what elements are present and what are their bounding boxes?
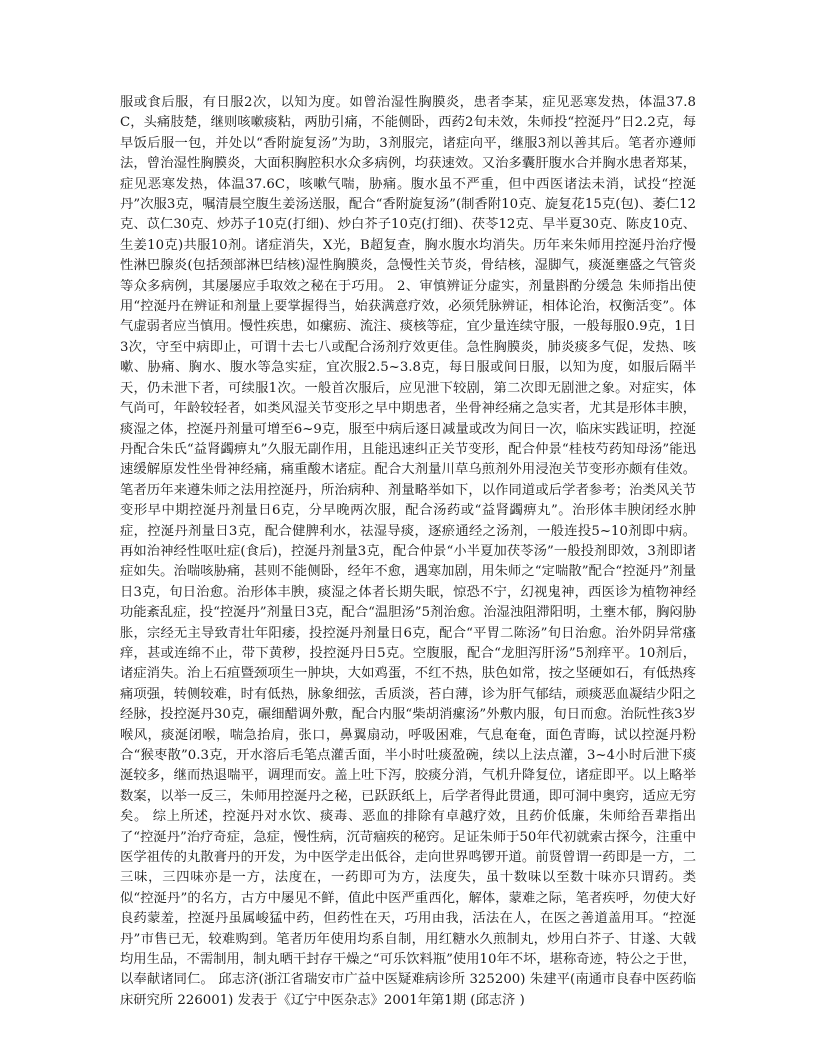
- article-paragraph: 服或食后服，有日服2次，以知为度。如曾治湿性胸膜炎，患者李某，症见恶寒发热，体温37.8C，头痛肢楚，继则咳嗽痰粘，两肋引痛，不能侧卧，西药2旬未效，朱师投“控涎丹”日2.2克，每早饭后服一包，并处以“香附旋复汤”为助，3剂服完，诸症向平，继服3剂以善其后。笔者亦遵师法，曾治湿性胸膜炎，大面积胸腔积水众多病例，均获速效。又治多囊肝腹水合并胸水患者郑某，症见恶寒发热，体温37.6C，咳嗽气喘，胁痛。腹水虽不严重，但中西医诸法未消，试投“控涎丹”次服3克，嘱清晨空腹生姜汤送服，配合“香附旋复汤”(制香附10克、旋复花15克(包)、萎仁12克、苡仁30克、炒苏子10克(打细)、炒白芥子10克(打细)、茯苓12克、旱半夏30克、陈皮10克、生姜10克)共服10剂。诸症消失，X光，B超复查，胸水腹水均消失。历年来朱师用控涎丹治疗慢性淋巴腺炎(包括颈部淋巴结核)湿性胸膜炎，急慢性关节炎，骨结核，湿脚气，痰涎壅盛之气管炎等众多病例，其屡屡应手取效之秘在于巧用。 2、审慎辨证分虚实，剂量斟酌分缓急 朱师指出使用“控涎丹在辨证和剂量上要掌握得当，始获满意疗效，必须凭脉辨证，相体论治，权衡活变”。体气虚弱者应当慎用。慢性疾患，如瘰疬、流注、痰核等症，宜少量连续守服，一般每服0.9克，1日3次，守至中病即止，可谓十去七八或配合汤剂疗效更佳。急性胸膜炎，肺炎痰多气促，发热、咳嗽、胁痛、胸水、腹水等急实症，宜次服2.5~3.8克，每日服或间日服，以知为度，如服后隔半天，仍未泄下者，可续服1次。一般首次服后，应见泄下较剧，第二次即无剧泄之象。对症实，体气尚可，年龄较轻者，如类风湿关节变形之早中期患者，坐骨神经痛之急实者，尤其是形体丰腴，痰湿之体，控涎丹剂量可增至6~9克，服至中病后逐日减量或改为间日一次，临床实践证明，控涎丹配合朱氏“益肾蠲痹丸”久服无副作用，且能迅速纠正关节变形，配合仲景“桂枝芍药知母汤”能迅速缓解原发性坐骨神经痛，痛重酸木诸症。配合大剂量川草乌煎剂外用浸泡关节变形亦颇有佳效。笔者历年来遵朱师之法用控涎丹，所治病种、剂量略举如下，以作同道或后学者参考；治类风关节变形早中期控涎丹剂量日6克，分早晚两次服，配合汤药或“益肾蠲痹丸”。治形体丰腴闭经水肿症，控涎丹剂量日3克，配合健脾利水，祛湿导痰，逐瘀通经之汤剂，一般连投5~10剂即中病。 再如治神经性呕吐症(食后)，控涎丹剂量3克，配合仲景“小半夏加茯苓汤”一般投剂即效，3剂即诸症如失。治喘咳胁痛，甚则不能侧卧，经年不愈，遇寒加剧，用朱师之“定喘散”配合“控涎丹”剂量日3克，旬日治愈。治形体丰腴，痰湿之体者长期失眠，惊恐不宁，幻视鬼神，西医诊为植物神经功能紊乱症，投“控涎丹”剂量日3克，配合“温胆汤”5剂治愈。治湿浊阻滞阳明，土壅木郁，胸闷胁胀，宗经无主导致青壮年阳痿，投控涎丹剂量日6克，配合“平胃二陈汤”旬日治愈。治外阴异常瘙痒，甚或连绵不止，带下黄秽，投控涎丹日5克。空腹服，配合“龙胆泻肝汤”5剂痒平。10剂后，诸症消失。治上石疽暨颈项生一肿块，大如鸡蛋，不红不热，肤色如常，按之坚硬如石，有低热疼痛项强，转侧较难，时有低热，脉象细弦，舌质淡，苔白薄，诊为肝气郁结，顽痰恶血凝结少阳之经脉，投控涎丹30克，碾细醋调外敷，配合内服“柴胡消瘰汤”外敷内服，旬日而愈。治阮性孩3岁喉风，痰涎闭喉，喘急抬肩，张口，鼻翼扇动，呼吸困难，气息奄奄，面色青晦，试以控涎丹粉合“猴枣散”0.3克，开水溶后毛笔点灌舌面，半小时吐痰盈碗，续以上法点灌，3~4小时后泄下痰涎较多，继而热退喘平，调理而安。盖上吐下泻，胶痰分消，气机升降复位，诸症即平。以上略举数案，以举一反三，朱师用控涎丹之秘，已跃跃纸上，后学者得此贯通，即可洞中奥窍，适应无穷矣。 综上所述，控涎丹对水饮、痰毒、恶血的排除有卓越疗效，且药价低廉，朱师给吾辈指出了“控涎丹”治疗奇症，急症，慢性病，沉苛痼疾的秘窍。足证朱师于50年代初就索古探今，注重中医学祖传的丸散膏丹的开发，为中医学走出低谷，走向世界鸣锣开道。前贤曾谓一药即是一方，二三味，三四味亦是一方，法度在，一药即可为方，法度失，虽十数味以至数十味亦只谓药。类似“控涎丹”的名方，古方中屡见不鲜，值此中医严重西化，解体，蒙难之际，笔者疾呼，勿使大好良药蒙羞，控涎丹虽属峻猛中药，但药性在天，巧用由我，活法在人，在医之善道盖用耳。“控涎丹”市售已无，较难购到。笔者历年使用均系自制，用红糖水久煎制丸，炒用白芥子、甘遂、大戟均用生品，不需制用，制丸晒干封存干燥之“可乐饮料瓶”使用10年不坏，堪称奇迹，特公之于世，以奉献诸同仁。 邱志济(浙江省瑞安市广益中医疑难病诊所 325200) 朱建平(南通市良春中医药临床研究所 226001) 发表于《辽宁中医杂志》2001年第1期 (邱志济 ): [120, 95, 696, 1008]
- article-body-text: [120, 93, 696, 1011]
